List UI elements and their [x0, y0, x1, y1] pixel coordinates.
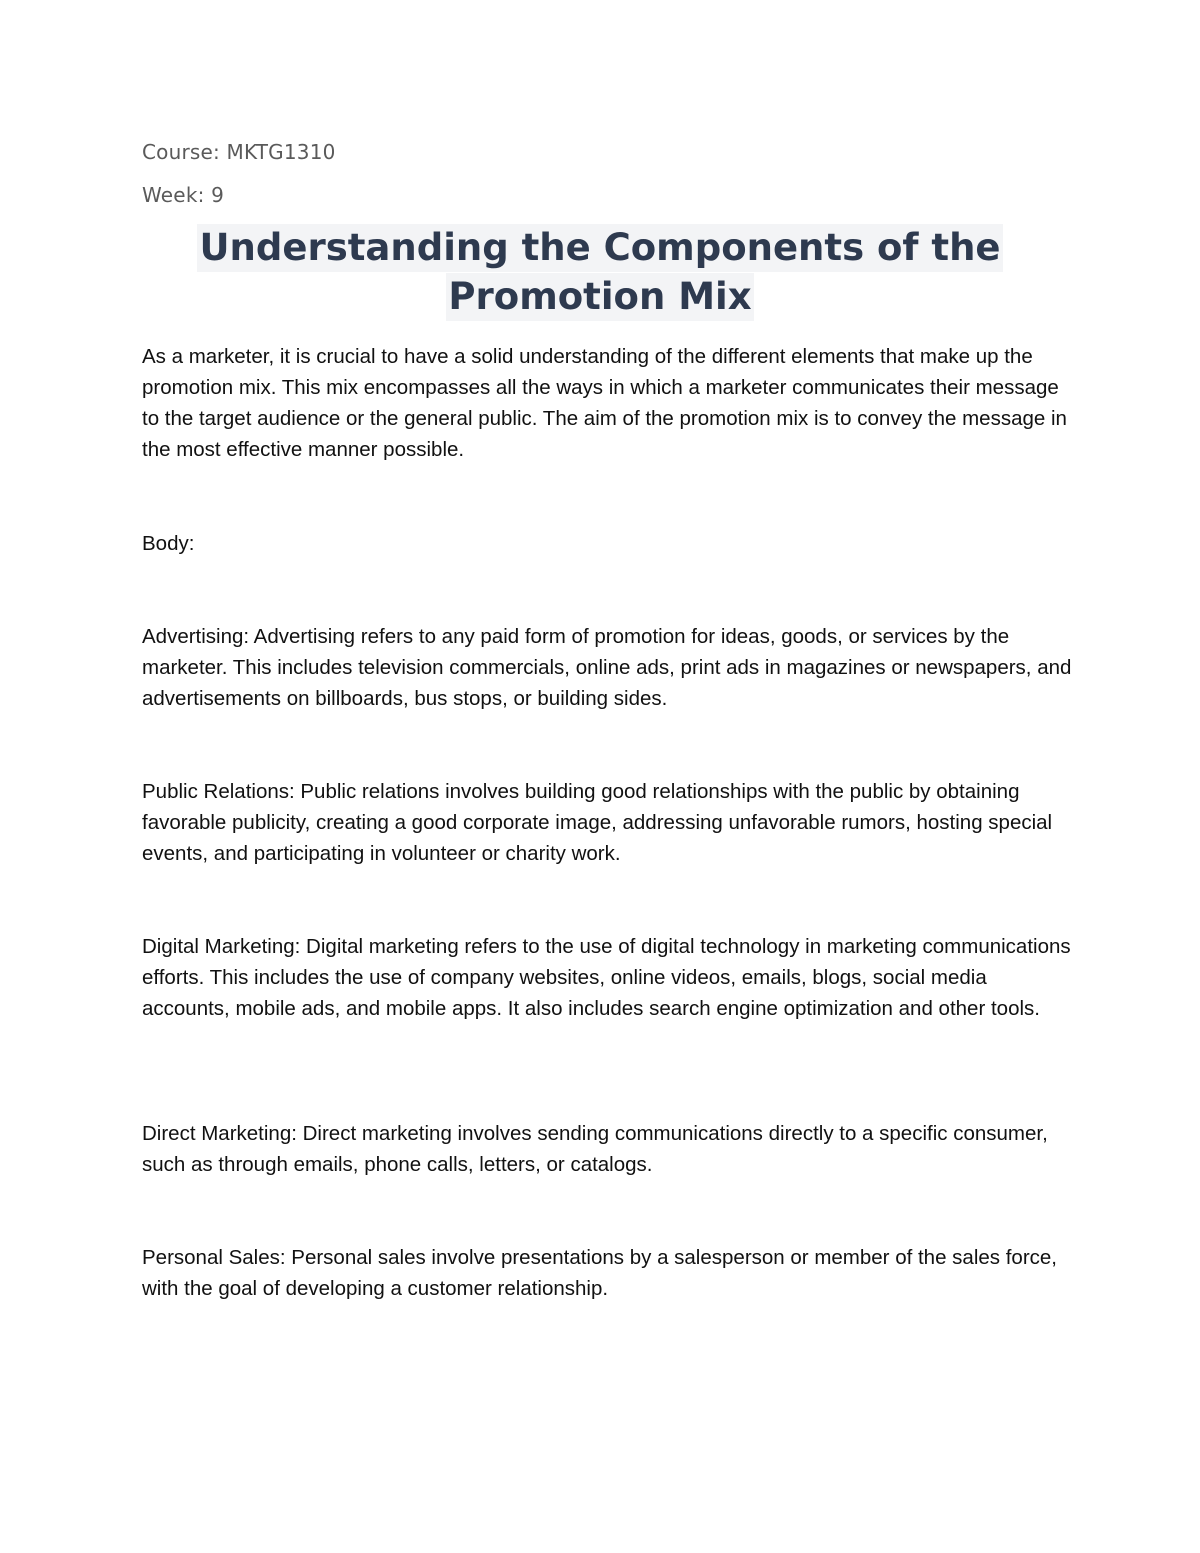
personal-sales-paragraph: Personal Sales: Personal sales involve presentations by a salesperson or member of the sales force, with the goal of developing a customer relationship.: [142, 1246, 1058, 1300]
digital-marketing-paragraph: Digital Marketing: Digital marketing refers to the use of digital technology in marketing communications efforts. This includes the use of company websites, online videos, emails, blogs, social media accounts, mobile ads, and mobile apps. It also includes search engine optimization and other tools.: [142, 935, 1071, 1020]
document-title: [100, 224, 1100, 322]
direct-marketing-paragraph: Direct Marketing: Direct marketing involves sending communications directly to a specific consumer, such as through emails, phone calls, letters, or catalogs.: [142, 1122, 1048, 1176]
title-line-1: Understanding the Components of the: [197, 224, 1002, 272]
advertising-paragraph: Advertising: Advertising refers to any paid form of promotion for ideas, goods, or services by the marketer. This includes television commercials, online ads, print ads in magazines or newspapers, and advertisements on billboards, bus stops, or building sides.: [142, 625, 1072, 710]
public-relations-paragraph: Public Relations: Public relations involves building good relationships with the public by obtaining favorable publicity, creating a good corporate image, addressing unfavorable rumors, hosting special events, and participating in volunteer or charity work.: [142, 780, 1053, 865]
body-label: Body:: [142, 532, 195, 555]
title-line-2: Promotion Mix: [446, 273, 753, 321]
intro-paragraph: As a marketer, it is crucial to have a solid understanding of the different elements that make up the promotion mix. This mix encompasses all the ways in which a marketer communicates their message to the target audience or the general public. The aim of the promotion mix is to convey the message in the most effective manner possible.: [142, 345, 1067, 461]
week-label: Week: 9: [142, 183, 225, 207]
course-label: Course: MKTG1310: [142, 140, 336, 164]
